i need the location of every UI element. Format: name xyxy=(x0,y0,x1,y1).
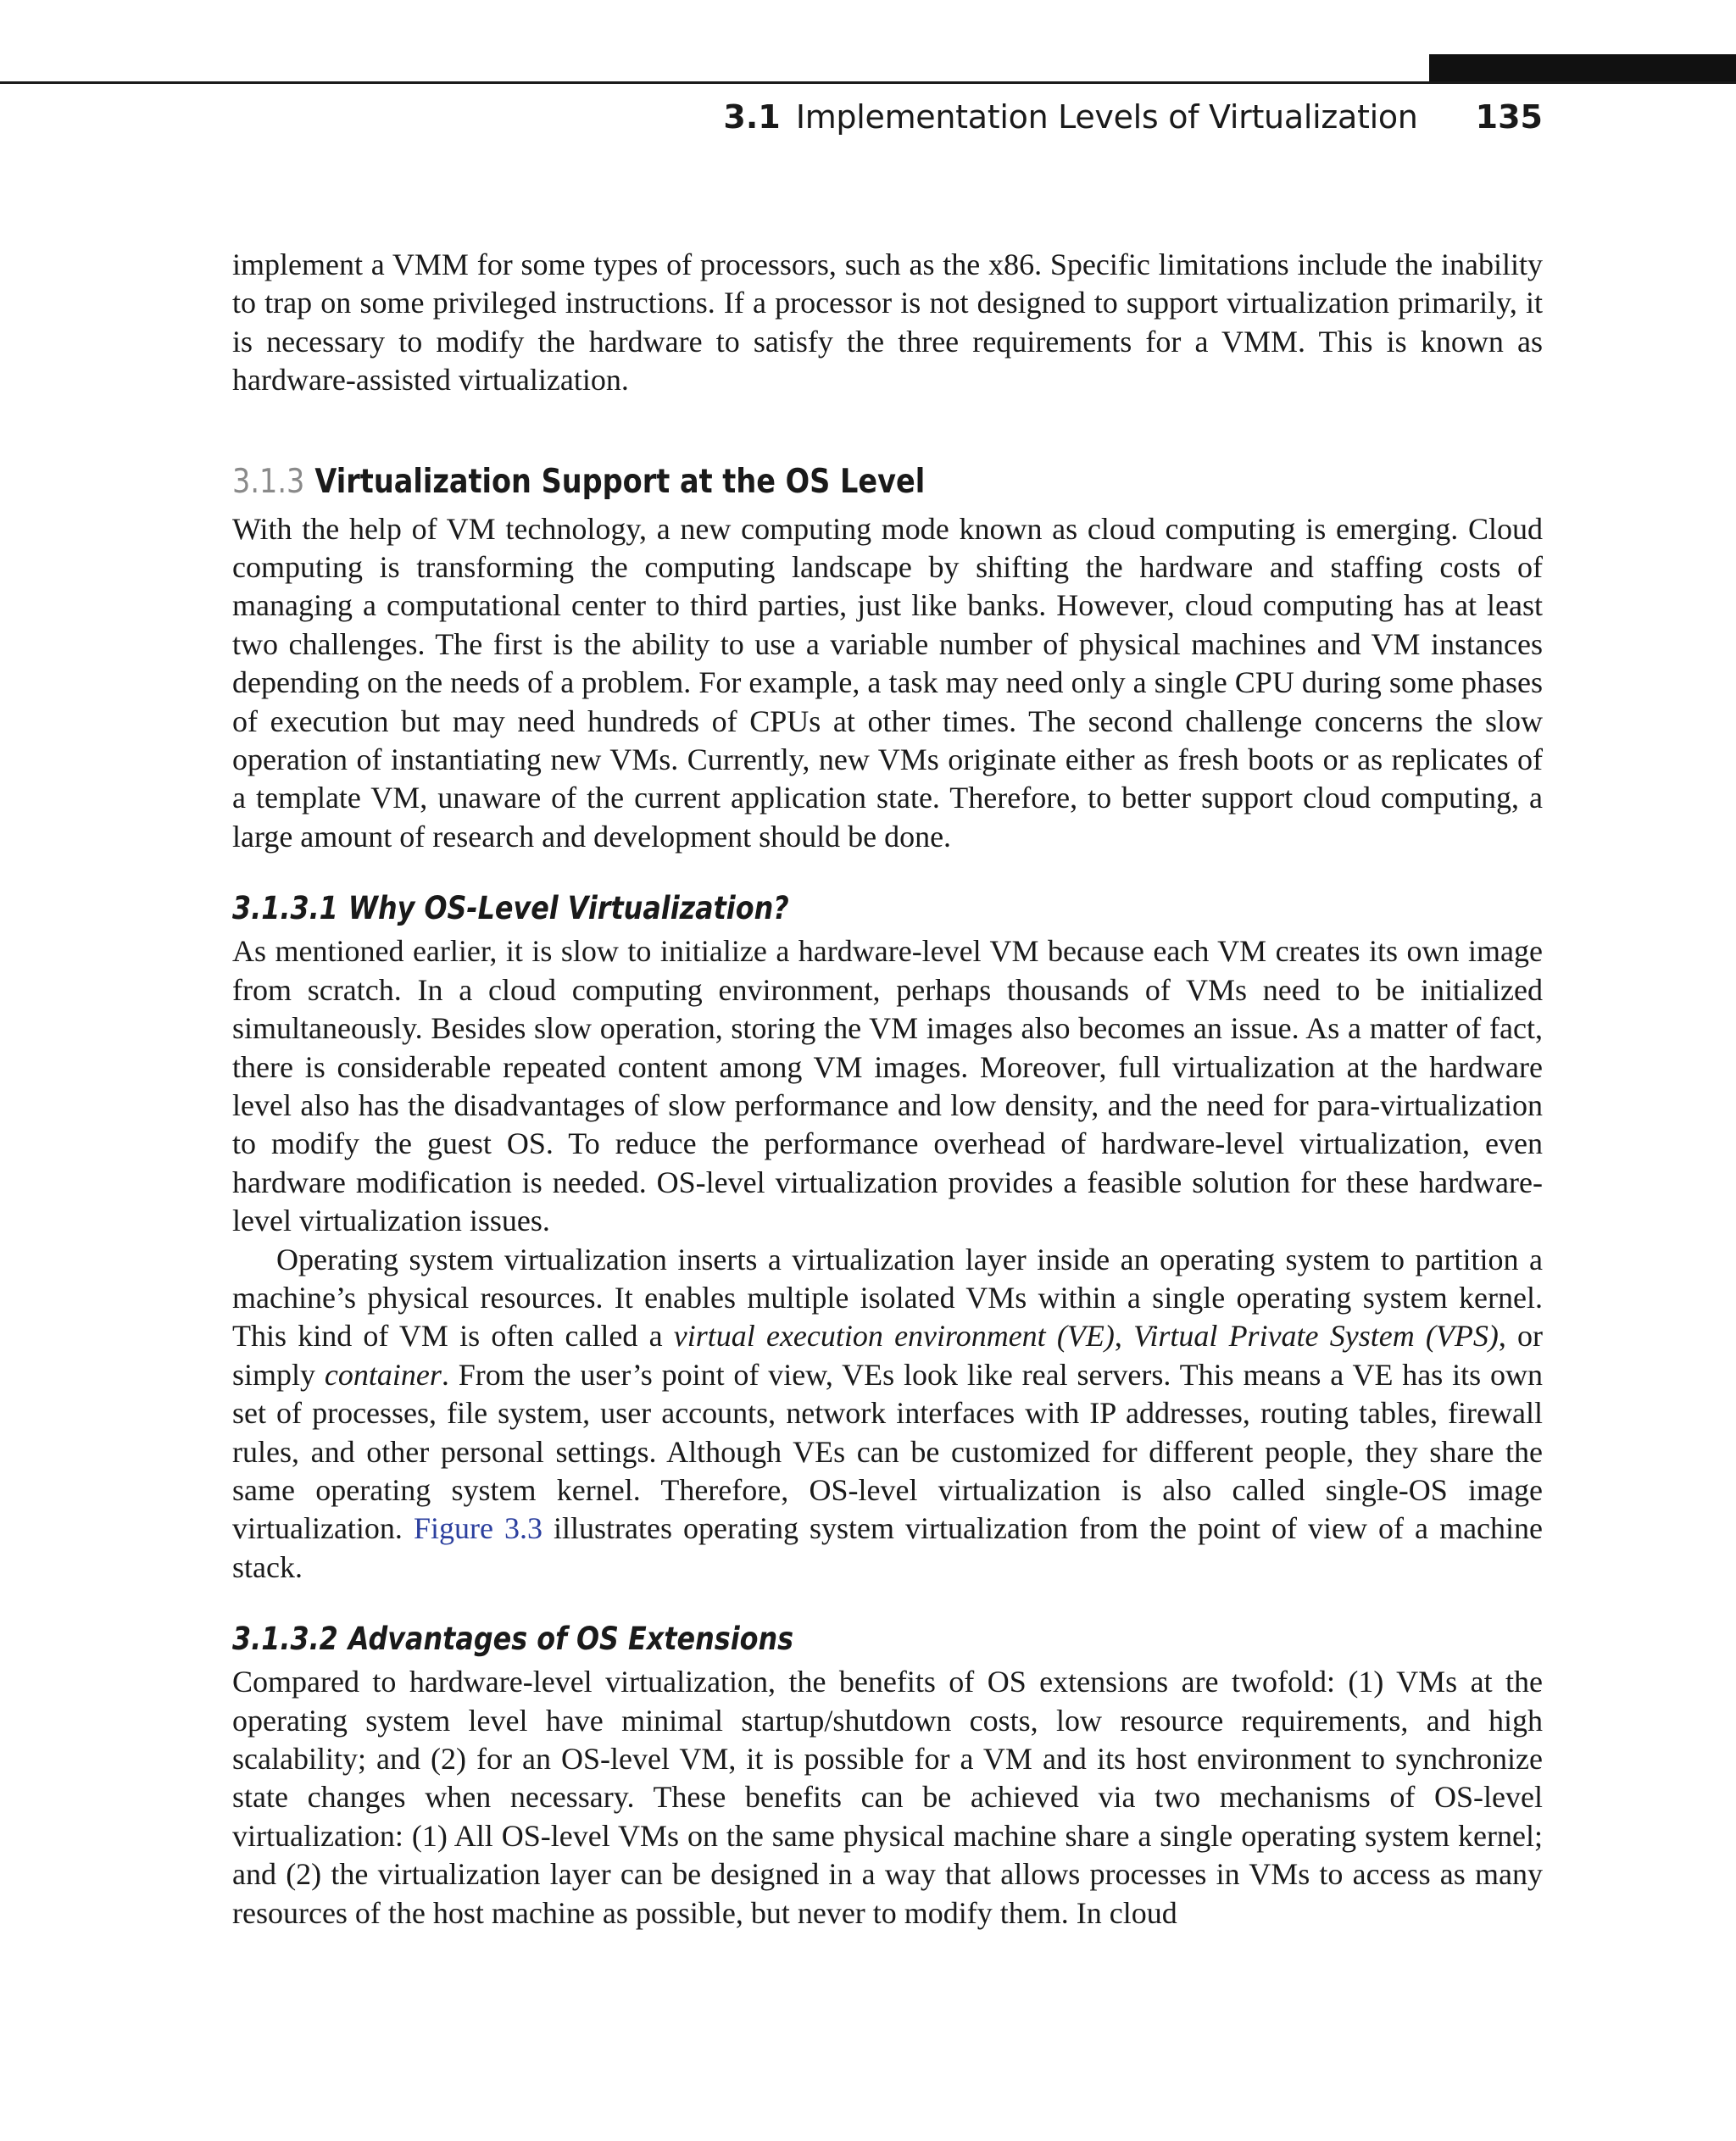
subsection-title: Why OS-Level Virtualization? xyxy=(348,890,789,927)
paragraph-text: illustrates operating system virtualization from the point of view of a machine stack. xyxy=(232,1511,1544,1584)
section-heading-3-1-3 xyxy=(232,461,1360,503)
paragraph-text: , xyxy=(1114,1319,1134,1354)
subsection-number: 3.1.3.2 xyxy=(232,1621,338,1658)
header-rule xyxy=(0,81,1736,84)
term-virtual-private-system: Virtual Private System (VPS) xyxy=(1133,1319,1499,1354)
paragraph-text: Operating system virtualization inserts a virtualization layer inside an operating system to partition a machine’s physical resources. It enables multiple isolated VMs within a single operating system kernel. This kind of VM is often called a xyxy=(232,1242,1543,1354)
paragraph-text: , or simply xyxy=(232,1319,1544,1392)
term-container: container xyxy=(324,1357,442,1392)
section-number: 3.1.3 xyxy=(232,462,305,501)
subsection-number: 3.1.3.1 xyxy=(232,890,338,927)
section-3-1-3-1-paragraph-1: As mentioned earlier, it is slow to initialize a hardware-level VM because each VM creates its own image from scratch. In a cloud computing environment, perhaps thousands of VMs need to be initialized simultaneously. Besides slow operation, storing the VM images also becomes an issue. As a matter of fact, there is considerable repeated content among VM images. Moreover, full virtualization at the hardware level also has the disadvantages of slow performance and low density, and the need for para-virtualization to modify the guest OS. To reduce the performance overhead of hardware-level virtualization, even hardware modification is needed. OS-level virtualization provides a feasible solution for these hardware-level virtualization issues. xyxy=(232,934,1543,1238)
intro-paragraph: implement a VMM for some types of processors, such as the x86. Specific limitations include the inability to trap on some privileged instructions. If a processor is not designed to support virtualization primarily, it is necessary to modify the hardware to satisfy the three requirements for a VMM. This is known as hardware-assisted virtualization. xyxy=(232,247,1543,398)
subsection-heading-3-1-3-1 xyxy=(232,888,1360,929)
paragraph-text: . From the user’s point of view, VEs look like real servers. This means a VE has its own set of processes, file system, user accounts, network interfaces with IP addresses, routing tables, firewall rules, and other personal settings. Although VEs can be customized for different people, they share the same operating system kernel. Therefore, OS-level virtualization is also called single-OS image virtualization. xyxy=(232,1357,1543,1546)
figure-3-3-link[interactable]: Figure 3.3 xyxy=(413,1511,542,1546)
subsection-heading-3-1-3-2 xyxy=(232,1619,1360,1660)
header-section-title: Implementation Levels of Virtualization xyxy=(795,98,1418,136)
section-3-1-3-2-paragraph: Compared to hardware-level virtualization, the benefits of OS extensions are twofold: (1) VMs at the operating system level have minimal startup/shutdown costs, low resource requirements, and high scalability; and (2) for an OS-level VM, it is possible for a VM and its host environment to synchronize state changes when necessary. These benefits can be achieved via two mechanisms of OS-level virtualization: (1) All OS-level VMs on the same physical machine share a single operating system kernel; and (2) the virtualization layer can be designed in a way that allows processes in VMs to access as many resources of the host machine as possible, but never to modify them. In cloud xyxy=(232,1665,1543,1930)
page-number: 135 xyxy=(1475,98,1543,136)
header-section-number: 3.1 xyxy=(723,98,781,136)
term-virtual-execution-environment: virtual execution environment (VE) xyxy=(673,1319,1115,1354)
section-title: Virtualization Support at the OS Level xyxy=(314,462,926,501)
header-corner-tab xyxy=(1429,54,1736,82)
section-3-1-3-paragraph: With the help of VM technology, a new computing mode known as cloud computing is emerging. Cloud computing is transforming the computing landscape by shifting the hardware and staffing costs of managing a computational center to third parties, just like banks. However, cloud computing has at least two challenges. The first is the ability to use a variable number of physical machines and VM instances depending on the needs of a problem. For example, a task may need only a single CPU during some phases of execution but may need hundreds of CPUs at other times. The second challenge concerns the slow operation of instantiating new VMs. Currently, new VMs originate either as fresh boots or as replicates of a template VM, unaware of the current application state. Therefore, to better support cloud computing, a large amount of research and development should be done. xyxy=(232,511,1543,854)
section-3-1-3-1-paragraph-2 xyxy=(232,1241,1543,1588)
running-header xyxy=(723,96,1543,138)
page-body xyxy=(232,246,1543,1932)
subsection-title: Advantages of OS Extensions xyxy=(348,1621,794,1658)
